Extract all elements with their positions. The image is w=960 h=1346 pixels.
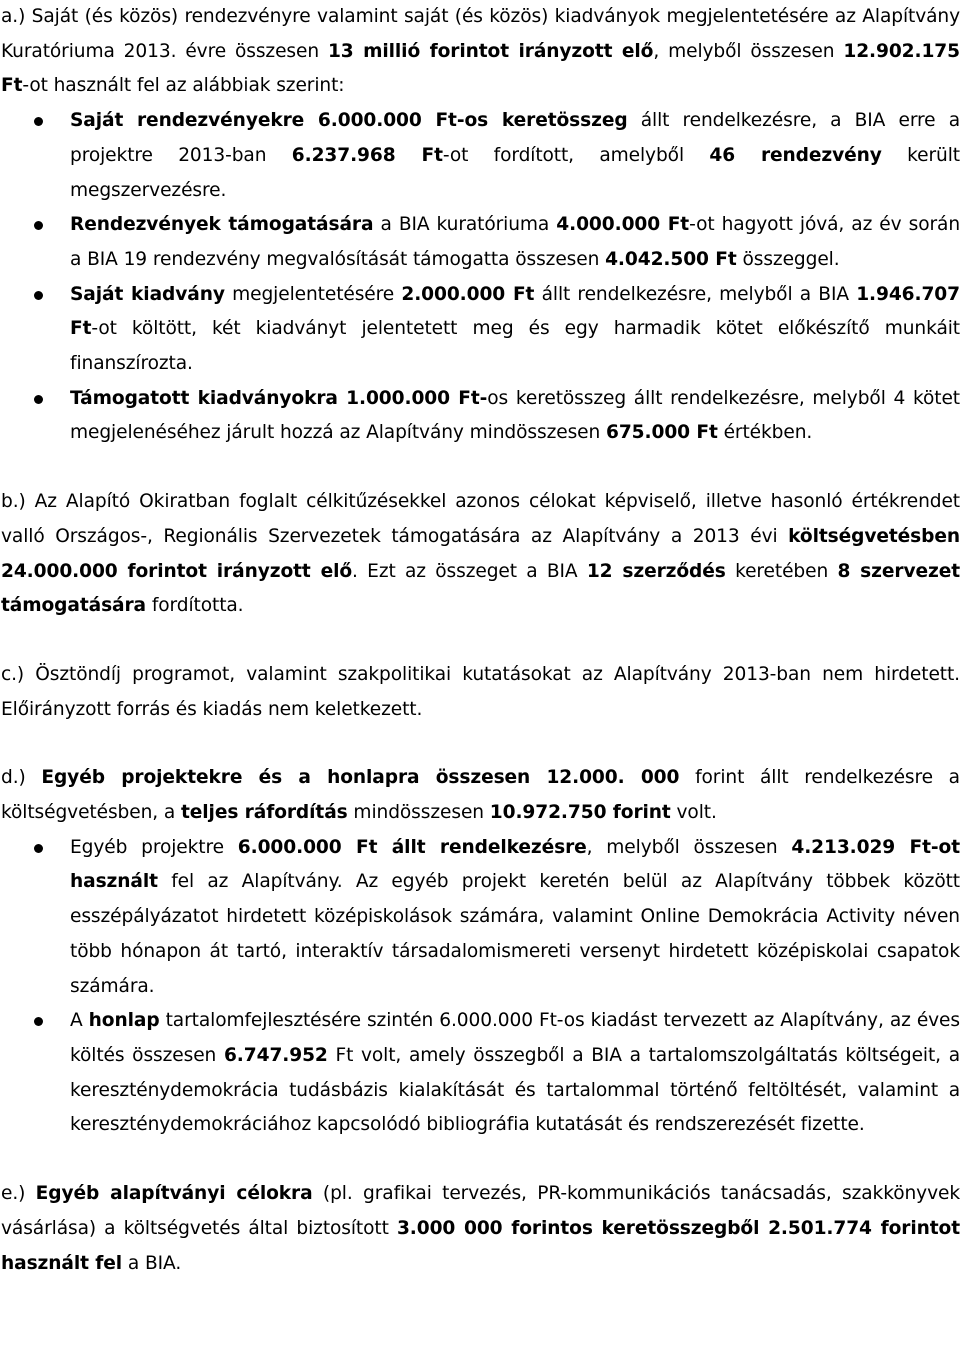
list-item-text: Egyéb projektre 6.000.000 Ft állt rendelkezésre, melyből összesen 4.213.029 Ft-ot használt fel az Alapítvány. Az egyéb projekt keretén belül az Alapítvány többek között esszépályázatot hirdetett középiskolások számára, valamint Online Demokrácia Activity néven több hónapon át tartó, interaktív társadalomismereti versenyt hirdetett középiskolai csapatok számára.: [70, 836, 960, 997]
list-item-text: Támogatott kiadványokra 1.000.000 Ft-os keretösszeg állt rendelkezésre, melyből 4 kötet megjelenéséhez járult hozzá az Alapítvány mindösszesen 675.000 Ft értékben.: [70, 387, 960, 444]
bold-text: 2.000.000 Ft: [401, 283, 535, 305]
bold-text: 13 millió forintot irányzott elő: [327, 40, 654, 62]
bold-text: 12 szerződés: [586, 560, 726, 582]
bold-text: 6.237.968 Ft: [291, 144, 443, 166]
bold-text: 10.972.750 forint: [489, 802, 671, 824]
bullet-icon: [34, 291, 43, 300]
bold-text: Saját kiadvány: [70, 283, 225, 305]
bold-text: 4.000.000 Ft: [556, 214, 690, 236]
list-item-text: Saját kiadvány megjelentetésére 2.000.000 Ft állt rendelkezésre, melyből a BIA 1.946.707 Ft-ot költött, két kiadványt jelentetett meg és egy harmadik kötet előkészítő munkáit finanszírozta.: [70, 283, 960, 375]
paragraph-spacer: [0, 727, 960, 761]
list-item-text: Rendezvények támogatására a BIA kuratóriuma 4.000.000 Ft-ot hagyott jóvá, az év során a BIA 19 rendezvény megvalósítását támogatta összesen 4.042.500 Ft összeggel.: [70, 214, 960, 270]
bold-text: Támogatott kiadványokra 1.000.000 Ft-: [70, 387, 488, 409]
bold-text: 4.213.029 Ft-ot használt: [70, 836, 960, 893]
section-c-paragraph: c.) Ösztöndíj programot, valamint szakpolitikai kutatásokat az Alapítvány 2013-ban nem hirdetett. Előirányzott forrás és kiadás nem keletkezett.: [1, 663, 960, 720]
section-b-paragraph: b.) Az Alapító Okiratban foglalt célkitűzésekkel azonos célokat képviselő, illetve hasonló értékrendet valló Országos-, Regionális Szervezetek támogatására az Alapítvány a 2013 évi költségvetésben 24.000.000 forintot irányzott elő. Ezt az összeget a BIA 12 szerződés keretében 8 szervezet támogatására fordította.: [1, 491, 960, 617]
bullet-icon: [34, 844, 43, 853]
bold-text: 6.747.952: [223, 1044, 328, 1066]
bullet-icon: [34, 395, 43, 404]
bold-text: 12.902.175 Ft: [1, 40, 960, 97]
bold-text: Egyéb projektekre és a honlapra összesen 12.000. 000: [41, 767, 680, 789]
paragraph-spacer: [0, 624, 960, 658]
list-item-text: A honlap tartalomfejlesztésére szintén 6.000.000 Ft-os kiadást tervezett az Alapítvány, az éves költés összesen 6.747.952 Ft volt, amely összegből a BIA a tartalomszolgáltatás költségeit, a kereszténydemokrácia tudásbázis kialakítását és tartalommal történő feltöltését, valamint a kereszténydemokráciához kapcsolódó bibliográfia kutatását és rendszerezését fizette.: [70, 1010, 960, 1136]
list-item: [0, 208, 960, 277]
bullet-icon: [34, 117, 43, 126]
list-item: [0, 104, 960, 208]
bold-text: Egyéb alapítványi célokra: [35, 1183, 313, 1205]
bold-text: Saját rendezvényekre 6.000.000 Ft-os keretösszeg: [70, 110, 628, 132]
bold-text: 3.000 000 forintos keretösszegből 2.501.774 forintot használt fel: [1, 1217, 960, 1274]
list-item: [0, 831, 960, 1005]
list-item: [0, 278, 960, 382]
list-item-text: Saját rendezvényekre 6.000.000 Ft-os keretösszeg állt rendelkezésre, a BIA erre a projektre 2013-ban 6.237.968 Ft-ot fordított, amelyből 46 rendezvény került megszervezésre.: [70, 110, 960, 201]
bullet-icon: [34, 221, 43, 230]
bold-text: 1.946.707 Ft: [70, 283, 960, 340]
bold-text: 675.000 Ft: [606, 422, 718, 444]
section-a-intro: a.) Saját (és közös) rendezvényre valamint saját (és közös) kiadványok megjelentetésére az Alapítvány Kuratóriuma 2013. évre összesen 13 millió forintot irányzott elő, melyből összesen 12.902.175 Ft-ot használt fel az alábbiak szerint:: [1, 6, 960, 97]
bullet-icon: [34, 1017, 43, 1026]
bold-text: Rendezvények támogatására: [70, 214, 374, 236]
bold-text: honlap: [88, 1010, 160, 1032]
section-d-intro: d.) Egyéb projektekre és a honlapra összesen 12.000. 000 forint állt rendelkezésre a költségvetésben, a teljes ráfordítás mindösszesen 10.972.750 forint volt.: [1, 767, 960, 824]
list-item: [0, 1004, 960, 1143]
bold-text: 6.000.000 Ft állt rendelkezésre: [237, 836, 587, 858]
section-e-paragraph: e.) Egyéb alapítványi célokra (pl. grafikai tervezés, PR-kommunikációs tanácsadás, szakkönyvek vásárlása) a költségvetés által biztosított 3.000 000 forintos keretösszegből 2.501.774 forintot használt fel a BIA.: [1, 1183, 960, 1274]
section-a-bullet-list: [0, 104, 960, 451]
bold-text: 46 rendezvény: [709, 144, 882, 166]
bold-text: teljes ráfordítás: [180, 802, 348, 824]
section-d-bullet-list: [0, 831, 960, 1143]
bold-text: 8 szervezet támogatására: [1, 560, 960, 617]
bold-text: 4.042.500 Ft: [605, 248, 737, 270]
list-item: [0, 382, 960, 451]
paragraph-spacer: [0, 1143, 960, 1177]
paragraph-spacer: [0, 451, 960, 485]
bold-text: költségvetésben 24.000.000 forintot irányzott elő: [1, 525, 960, 582]
